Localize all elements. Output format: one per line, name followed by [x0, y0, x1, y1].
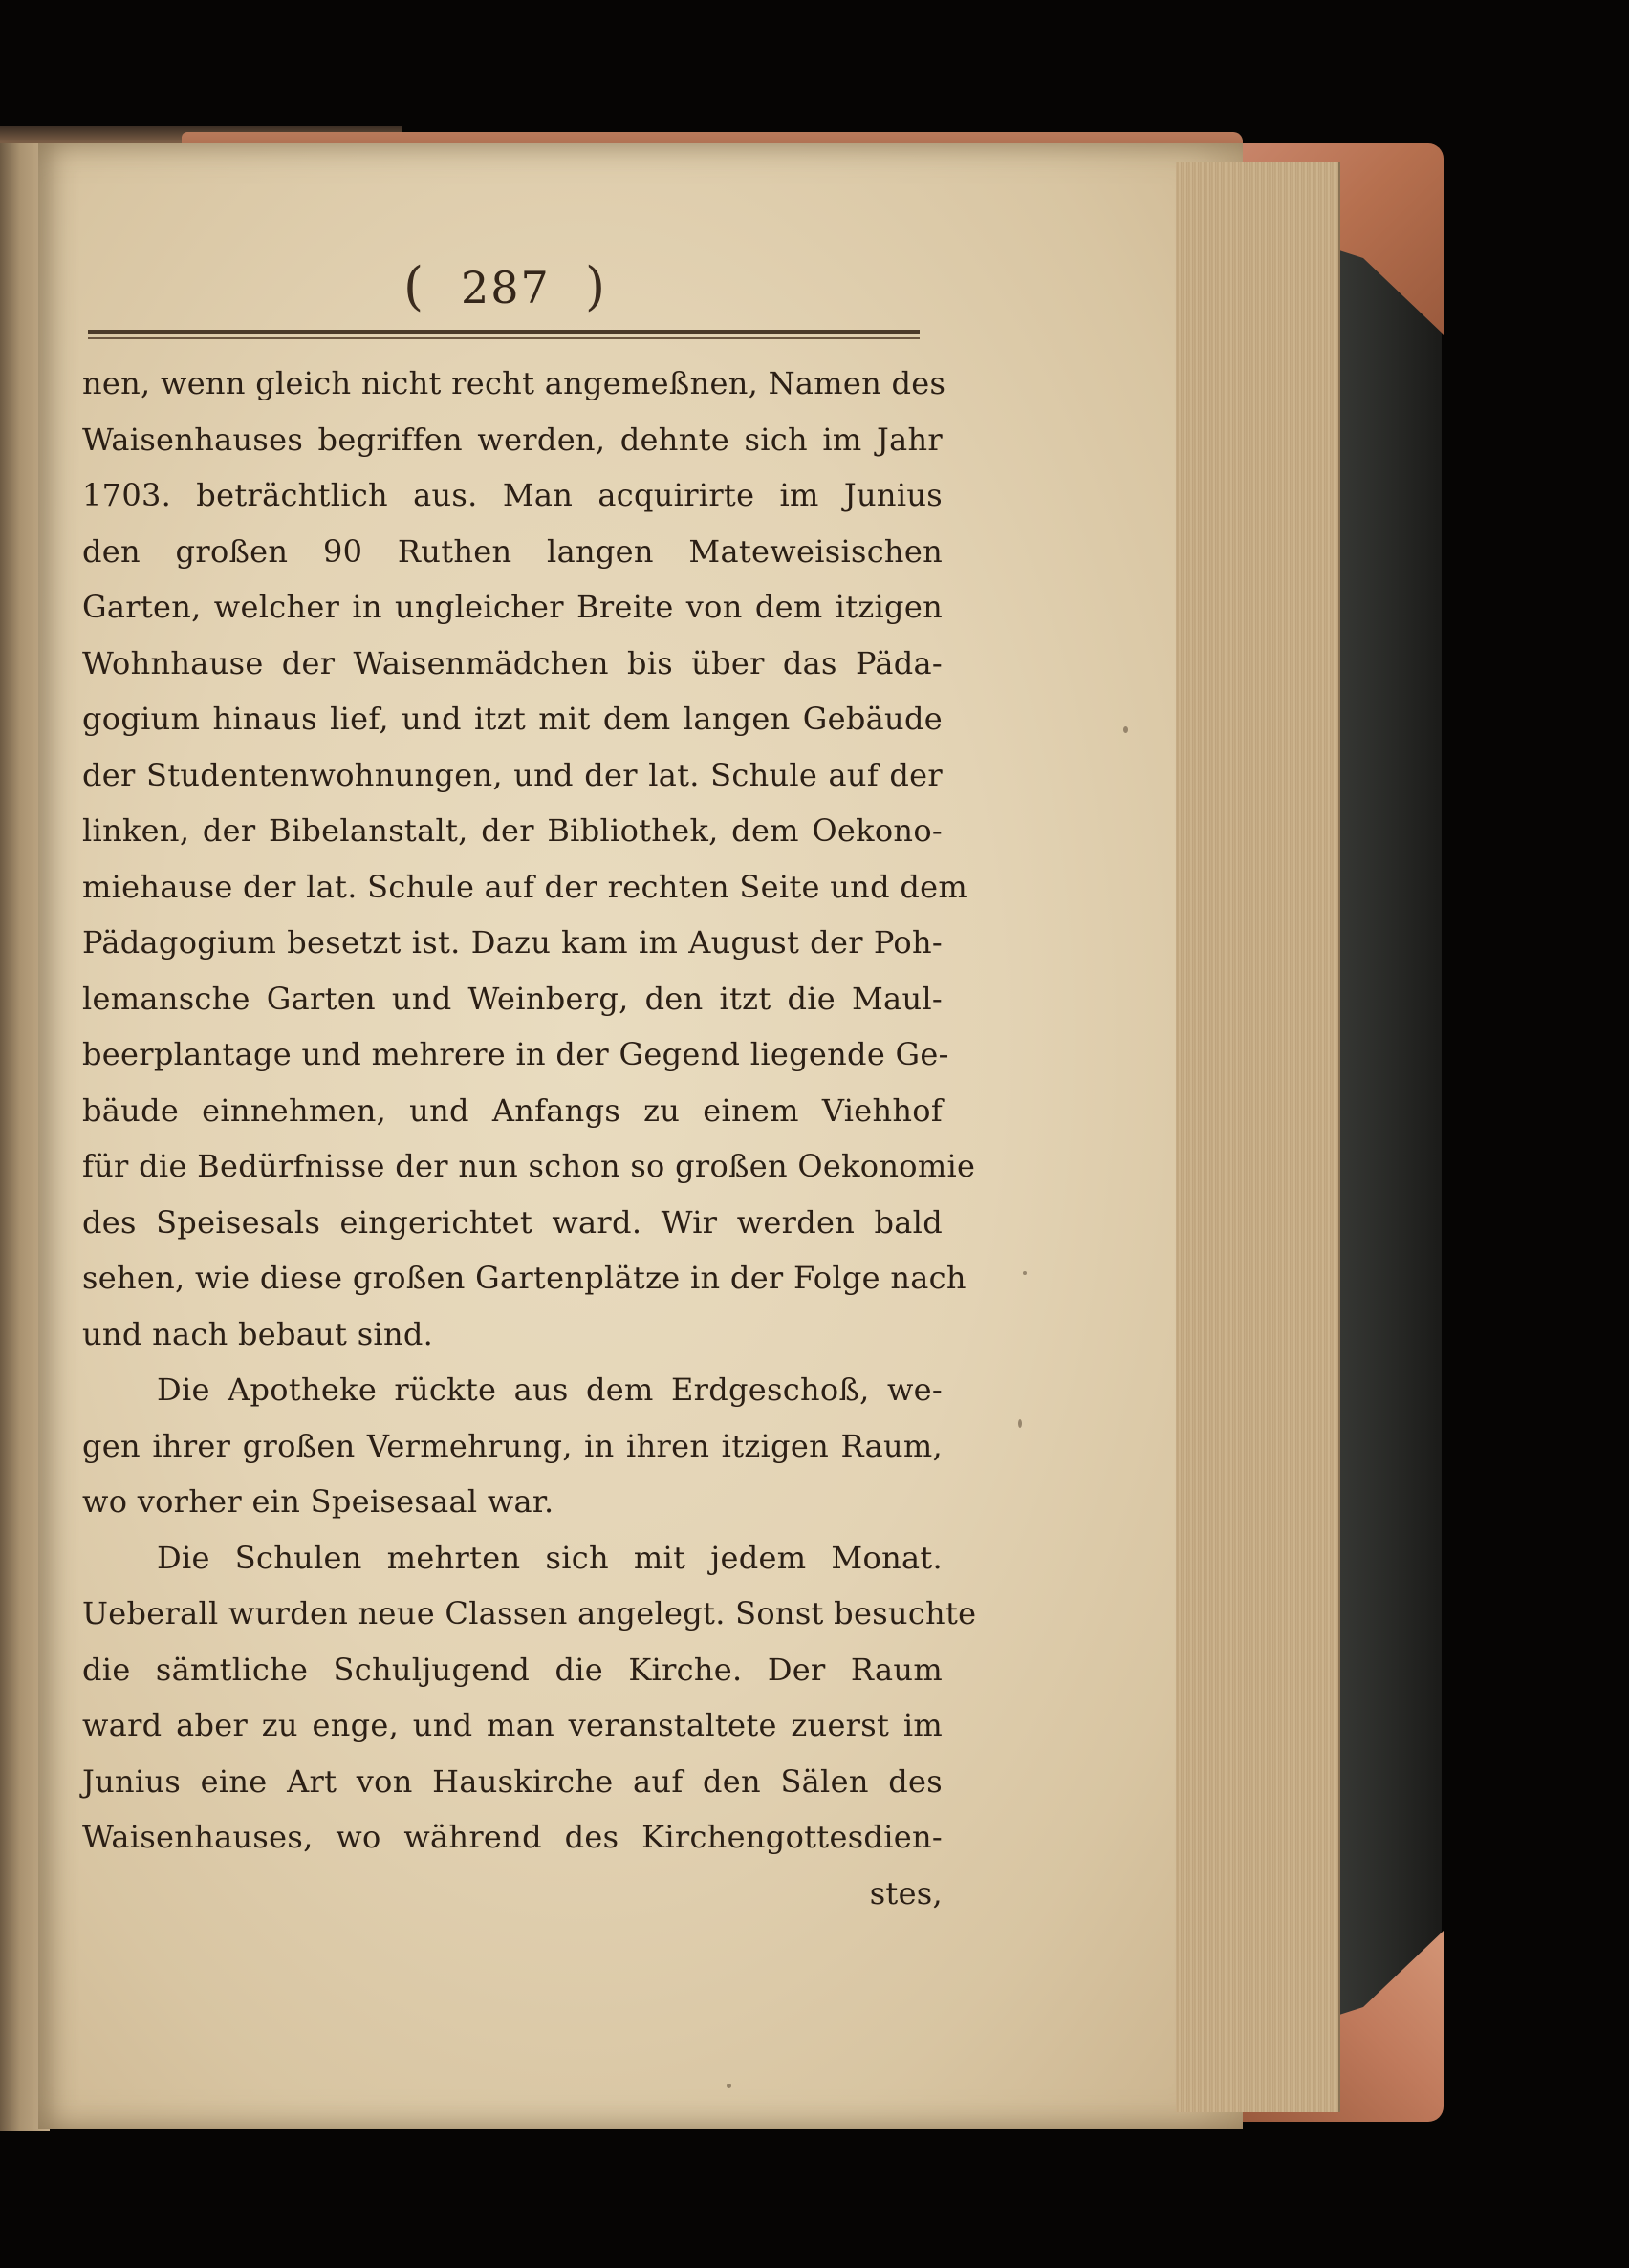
open-parenthesis: ( [403, 256, 424, 316]
text-line: Waisenhauses, wo während des Kirchengottesdien- [82, 1819, 943, 1855]
text-line: Junius eine Art von Hauskirche auf den Sälen des [82, 1762, 943, 1800]
page-block-edges [1176, 162, 1340, 2112]
body-text [82, 356, 977, 1921]
text-line: und nach bebaut sind. [82, 1315, 434, 1352]
text-line: linken, der Bibelanstalt, der Bibliothek, dem Oekono- [82, 812, 943, 849]
text-line: beerplantage und mehrere in der Gegend liegende Ge- [82, 1036, 949, 1072]
text-line: ward aber zu enge, und man veranstaltete zuerst im [82, 1707, 943, 1743]
header-rule [88, 330, 920, 334]
text-line: 1703. beträchtlich aus. Man acquirirte im Junius [82, 477, 943, 513]
text-line: gogium hinaus lief, und itzt mit dem langen Gebäude [82, 701, 943, 737]
paragraph-start: Die Apotheke rückte aus dem Erdgeschoß, we- [157, 1372, 943, 1408]
text-line: gen ihrer großen Vermehrung, in ihren itzigen Raum, [82, 1427, 943, 1464]
close-parenthesis: ) [585, 256, 606, 316]
paper-speck [1123, 726, 1128, 733]
text-line: Pädagogium besetzt ist. Dazu kam im August der Poh- [82, 924, 943, 961]
text-line: Garten, welcher in ungleicher Breite von dem itzigen [82, 589, 943, 625]
text-line: Wohnhause der Waisenmädchen bis über das Päda- [82, 644, 943, 681]
catchword: stes, [869, 1874, 943, 1912]
text-line: Waisenhauses begriffen werden, dehnte sich im Jahr [82, 421, 943, 458]
text-line: der Studentenwohnungen, und der lat. Schule auf der [82, 756, 943, 793]
paper-speck [727, 2084, 731, 2088]
text-line: sehen, wie diese großen Gartenplätze in der Folge nach [82, 1260, 967, 1296]
text-line: des Speisesals eingerichtet ward. Wir werden bald [82, 1203, 943, 1241]
page-number: 287 [461, 262, 551, 313]
text-line: bäude einnehmen, und Anfangs zu einem Viehhof [82, 1091, 943, 1129]
text-line: für die Bedürfnisse der nun schon so großen Oekonomie [82, 1148, 976, 1184]
paragraph-start: Die Schulen mehrten sich mit jedem Monat. [157, 1539, 943, 1576]
text-line: miehause der lat. Schule auf der rechten Seite und dem [82, 868, 967, 905]
text-line: wo vorher ein Speisesaal war. [82, 1483, 554, 1520]
text-line: die sämtliche Schuljugend die Kirche. Der Raum [82, 1651, 943, 1688]
paper-speck [1023, 1271, 1027, 1275]
page-header [0, 256, 1629, 323]
header-rule-thin [88, 337, 920, 339]
paper-speck [1018, 1419, 1022, 1428]
text-line: nen, wenn gleich nicht recht angemeßnen, Namen des [82, 365, 946, 401]
text-line: Ueberall wurden neue Classen angelegt. Sonst besuchte [82, 1595, 977, 1631]
text-line: lemansche Garten und Weinberg, den itzt die Maul- [82, 980, 943, 1017]
text-line: den großen 90 Ruthen langen Mateweisischen [82, 532, 943, 570]
